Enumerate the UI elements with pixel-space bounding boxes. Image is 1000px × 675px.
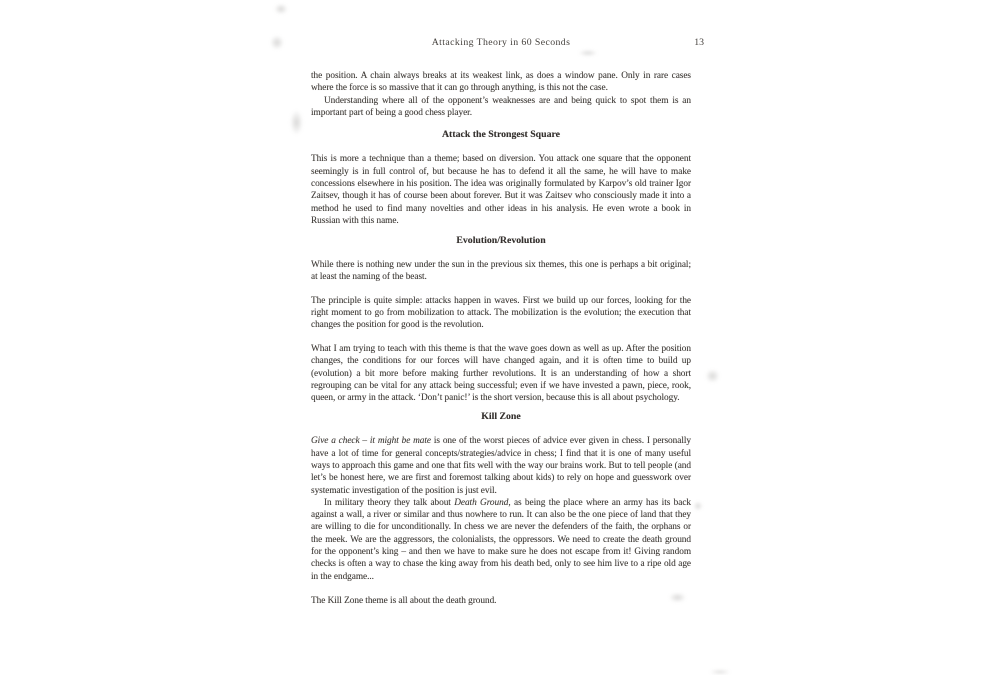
text-segment: The Kill Zone theme is all about the death ground. bbox=[311, 596, 497, 607]
section-heading: Kill Zone bbox=[481, 410, 521, 422]
running-head-title: Attacking Theory in 60 Seconds bbox=[431, 37, 571, 48]
text-segment: , as being the place where an army has its back against a wall, a river or similar and thus nowhere to run. It can also be the one piece of land that they are willing to die for unconditionally. In chess we are never the defenders of the faith, the orphans or the meek. We are the aggressors, the colonialists, the oppressors. We need to create the death ground for the opponent’s king – and then we have to make sure he does not escape from it! Giving random checks is often a way to chase the king away from his death bed, only to see him live to a ripe old age in the endgame... bbox=[311, 497, 691, 582]
scan-smudge bbox=[288, 106, 305, 139]
text-segment: What I am trying to teach with this theme is that the wave goes down as well as up. After the position changes, the conditions for our forces will have changed again, and it is often time to build up (evolution) a bit more before making further revolutions. It is an understanding of how a short regrouping can be vital for any attack being successful; even if we have invested a pawn, piece, rook, queen, or army in the attack. ‘Don’t panic!’ is the short version, because this is all about psychology. bbox=[311, 344, 691, 404]
paragraph bbox=[311, 295, 691, 332]
page-number: 13 bbox=[694, 37, 704, 48]
scan-smudge bbox=[703, 367, 722, 385]
text-segment: Understanding where all of the opponent’s weaknesses are and being quick to spot them is an important part of being a good chess player. bbox=[311, 95, 691, 118]
text-segment: In military theory they talk about bbox=[324, 497, 455, 508]
scan-smudge bbox=[268, 33, 286, 52]
paragraph bbox=[311, 259, 691, 284]
scan-smudge bbox=[272, 2, 290, 16]
text-segment: While there is nothing new under the sun in the previous six themes, this one is perhaps a bit original; at least the naming of the beast. bbox=[311, 259, 691, 282]
text-segment: Give a check – it might be mate bbox=[311, 436, 432, 447]
text-segment: The principle is quite simple: attacks happen in waves. First we build up our forces, looking for the right moment to go from mobilization to attack. The mobilization is the evolution; the execution that changes the position for good is the revolution. bbox=[311, 295, 691, 331]
page-body bbox=[311, 70, 691, 608]
paragraph bbox=[311, 70, 691, 95]
text-segment: This is more a technique than a theme; based on diversion. You attack one square that the opponent seemingly is in full control of, but because he has to defend it all the same, he will have to make concessions elsewhere in his position. The idea was originally formulated by Karpov’s old trainer Igor Zaitsev, though it has of course been about forever. But it was Zaitsev who consciously made it into a method he used to find many novelties and other ideas in his analysis. He even wrote a book in Russian with this name. bbox=[311, 154, 691, 226]
text-segment: the position. A chain always breaks at its weakest link, as does a window pane. Only in rare cases where the force is so massive that it can go through anything, is this not the case. bbox=[311, 71, 691, 94]
paragraph bbox=[311, 95, 691, 120]
section-heading: Attack the Strongest Square bbox=[441, 129, 561, 141]
text-segment: is one of the worst pieces of advice ever given in chess. I personally have a lot of time for general concepts/strategies/advice in chess; I find that it is one of many useful ways to approach this game and one that fits well with the way our brains work. But to tell people (and let’s be honest here, we are first and foremost talking about kids) to rely on hope and guesswork over systematic investigation of the position is just evil. bbox=[311, 436, 691, 496]
paragraph bbox=[311, 435, 691, 496]
scan-smudge bbox=[692, 500, 704, 512]
page-header bbox=[311, 37, 704, 51]
paragraph bbox=[311, 497, 691, 583]
paragraph bbox=[311, 343, 691, 404]
scan-smudge bbox=[706, 669, 734, 675]
section-heading: Evolution/Revolution bbox=[456, 235, 546, 247]
text-segment: Death Ground bbox=[454, 497, 509, 508]
paragraph bbox=[311, 153, 691, 227]
paragraph bbox=[311, 595, 691, 607]
